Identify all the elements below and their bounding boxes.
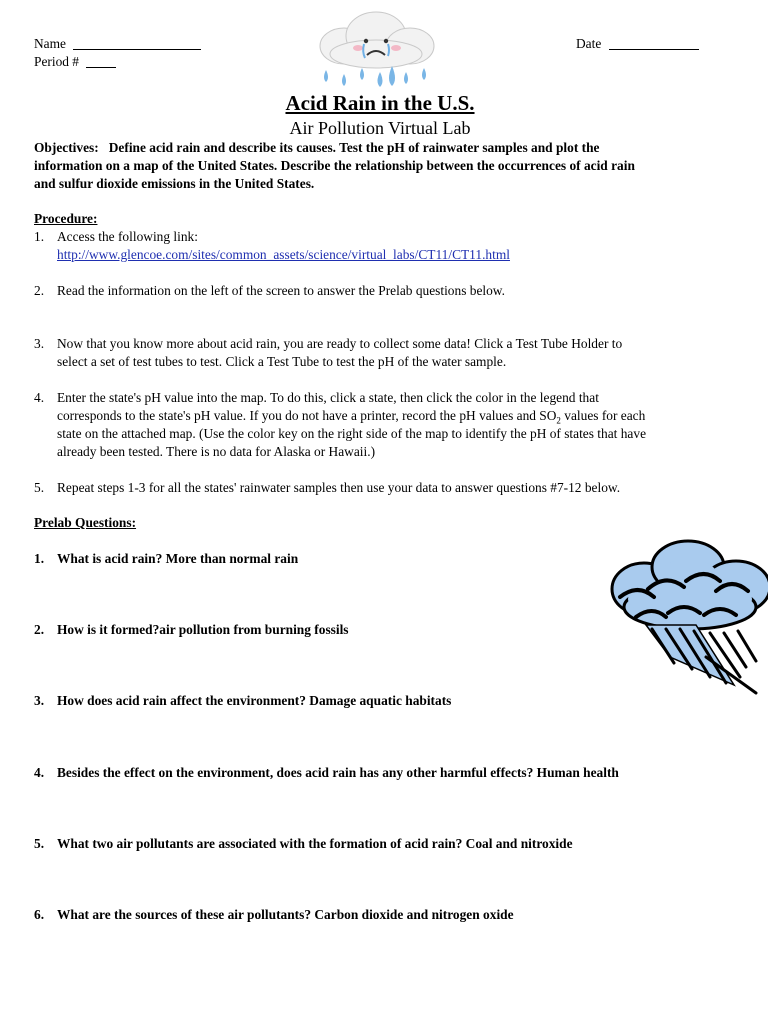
period-label: Period # bbox=[34, 54, 80, 69]
step-3-line-1: Now that you know more about acid rain, you are ready to collect some data! Click a Test Tube Holder to bbox=[57, 336, 623, 351]
date-label: Date bbox=[576, 36, 602, 51]
question-number: 4. bbox=[34, 765, 45, 780]
question-text: How does acid rain affect the environment? Damage aquatic habitats bbox=[57, 693, 452, 708]
prelab-question-3 bbox=[34, 692, 451, 710]
question-number: 3. bbox=[34, 693, 45, 708]
objectives-text-1: Define acid rain and describe its causes. Test the pH of rainwater samples and plot the bbox=[108, 140, 600, 155]
so2-subscript: 2 bbox=[556, 415, 561, 426]
objectives-line-3: and sulfur dioxide emissions in the United States. bbox=[34, 176, 315, 191]
step-4-line-2 bbox=[57, 407, 645, 425]
objectives-line-1 bbox=[34, 139, 600, 157]
step-4-line-2b: values for each bbox=[560, 408, 646, 423]
question-text: How is it formed?air pollution from burning fossils bbox=[57, 622, 349, 637]
name-label: Name bbox=[34, 36, 66, 51]
page-title: Acid Rain in the U.S. bbox=[285, 91, 475, 115]
prelab-question-6 bbox=[34, 906, 514, 924]
step-2-number: 2. bbox=[34, 283, 45, 298]
objectives-label: Objectives: bbox=[34, 140, 99, 155]
step-1-text: Access the following link: bbox=[57, 229, 198, 244]
question-text: What are the sources of these air pollutants? Carbon dioxide and nitrogen oxide bbox=[57, 907, 514, 922]
step-4-line-1: Enter the state's pH value into the map. To do this, click a state, then click the color in the legend that bbox=[57, 390, 599, 405]
date-blank bbox=[609, 49, 699, 50]
page-subtitle: Air Pollution Virtual Lab bbox=[289, 118, 471, 138]
prelab-question-2 bbox=[34, 621, 349, 639]
period-blank bbox=[86, 67, 116, 68]
question-text: What is acid rain? More than normal rain bbox=[57, 551, 299, 566]
step-4-line-4: already been tested. There is no data for Alaska or Hawaii.) bbox=[57, 444, 376, 459]
question-number: 5. bbox=[34, 836, 45, 851]
prelab-question-1 bbox=[34, 550, 298, 568]
storm-cloud-icon bbox=[606, 537, 768, 697]
period-field bbox=[34, 53, 116, 71]
step-3-number: 3. bbox=[34, 336, 45, 351]
step-5-number: 5. bbox=[34, 480, 45, 495]
prelab-question-4 bbox=[34, 764, 619, 782]
question-text: Besides the effect on the environment, does acid rain has any other harmful effects? Human health bbox=[57, 765, 619, 780]
step-1-number: 1. bbox=[34, 229, 45, 244]
question-number: 6. bbox=[34, 907, 45, 922]
prelab-heading: Prelab Questions: bbox=[34, 515, 137, 530]
name-blank bbox=[73, 49, 201, 50]
question-number: 2. bbox=[34, 622, 45, 637]
prelab-question-5 bbox=[34, 835, 573, 853]
step-4-number: 4. bbox=[34, 390, 45, 405]
date-field bbox=[576, 35, 699, 53]
virtual-lab-link[interactable]: http://www.glencoe.com/sites/common_assets/science/virtual_labs/CT11/CT11.html bbox=[57, 247, 510, 262]
step-5-text: Repeat steps 1-3 for all the states' rainwater samples then use your data to answer questions #7-12 below. bbox=[57, 480, 621, 495]
step-4-line-2a: corresponds to the state's pH value. If you do not have a printer, record the pH values and SO bbox=[57, 408, 557, 423]
step-4-line-3: state on the attached map. (Use the color key on the right side of the map to identify the pH of states that have bbox=[57, 426, 647, 441]
question-number: 1. bbox=[34, 551, 45, 566]
objectives-line-2: information on a map of the United States. Describe the relationship between the occurrences of acid rain bbox=[34, 158, 635, 173]
step-3-line-2: select a set of test tubes to test. Click a Test Tube to test the pH of the water sample. bbox=[57, 354, 507, 369]
sad-cloud-icon bbox=[314, 8, 440, 94]
procedure-heading: Procedure: bbox=[34, 211, 98, 226]
question-text: What two air pollutants are associated with the formation of acid rain? Coal and nitroxide bbox=[57, 836, 573, 851]
step-2-text: Read the information on the left of the screen to answer the Prelab questions below. bbox=[57, 283, 505, 298]
name-field bbox=[34, 35, 201, 53]
